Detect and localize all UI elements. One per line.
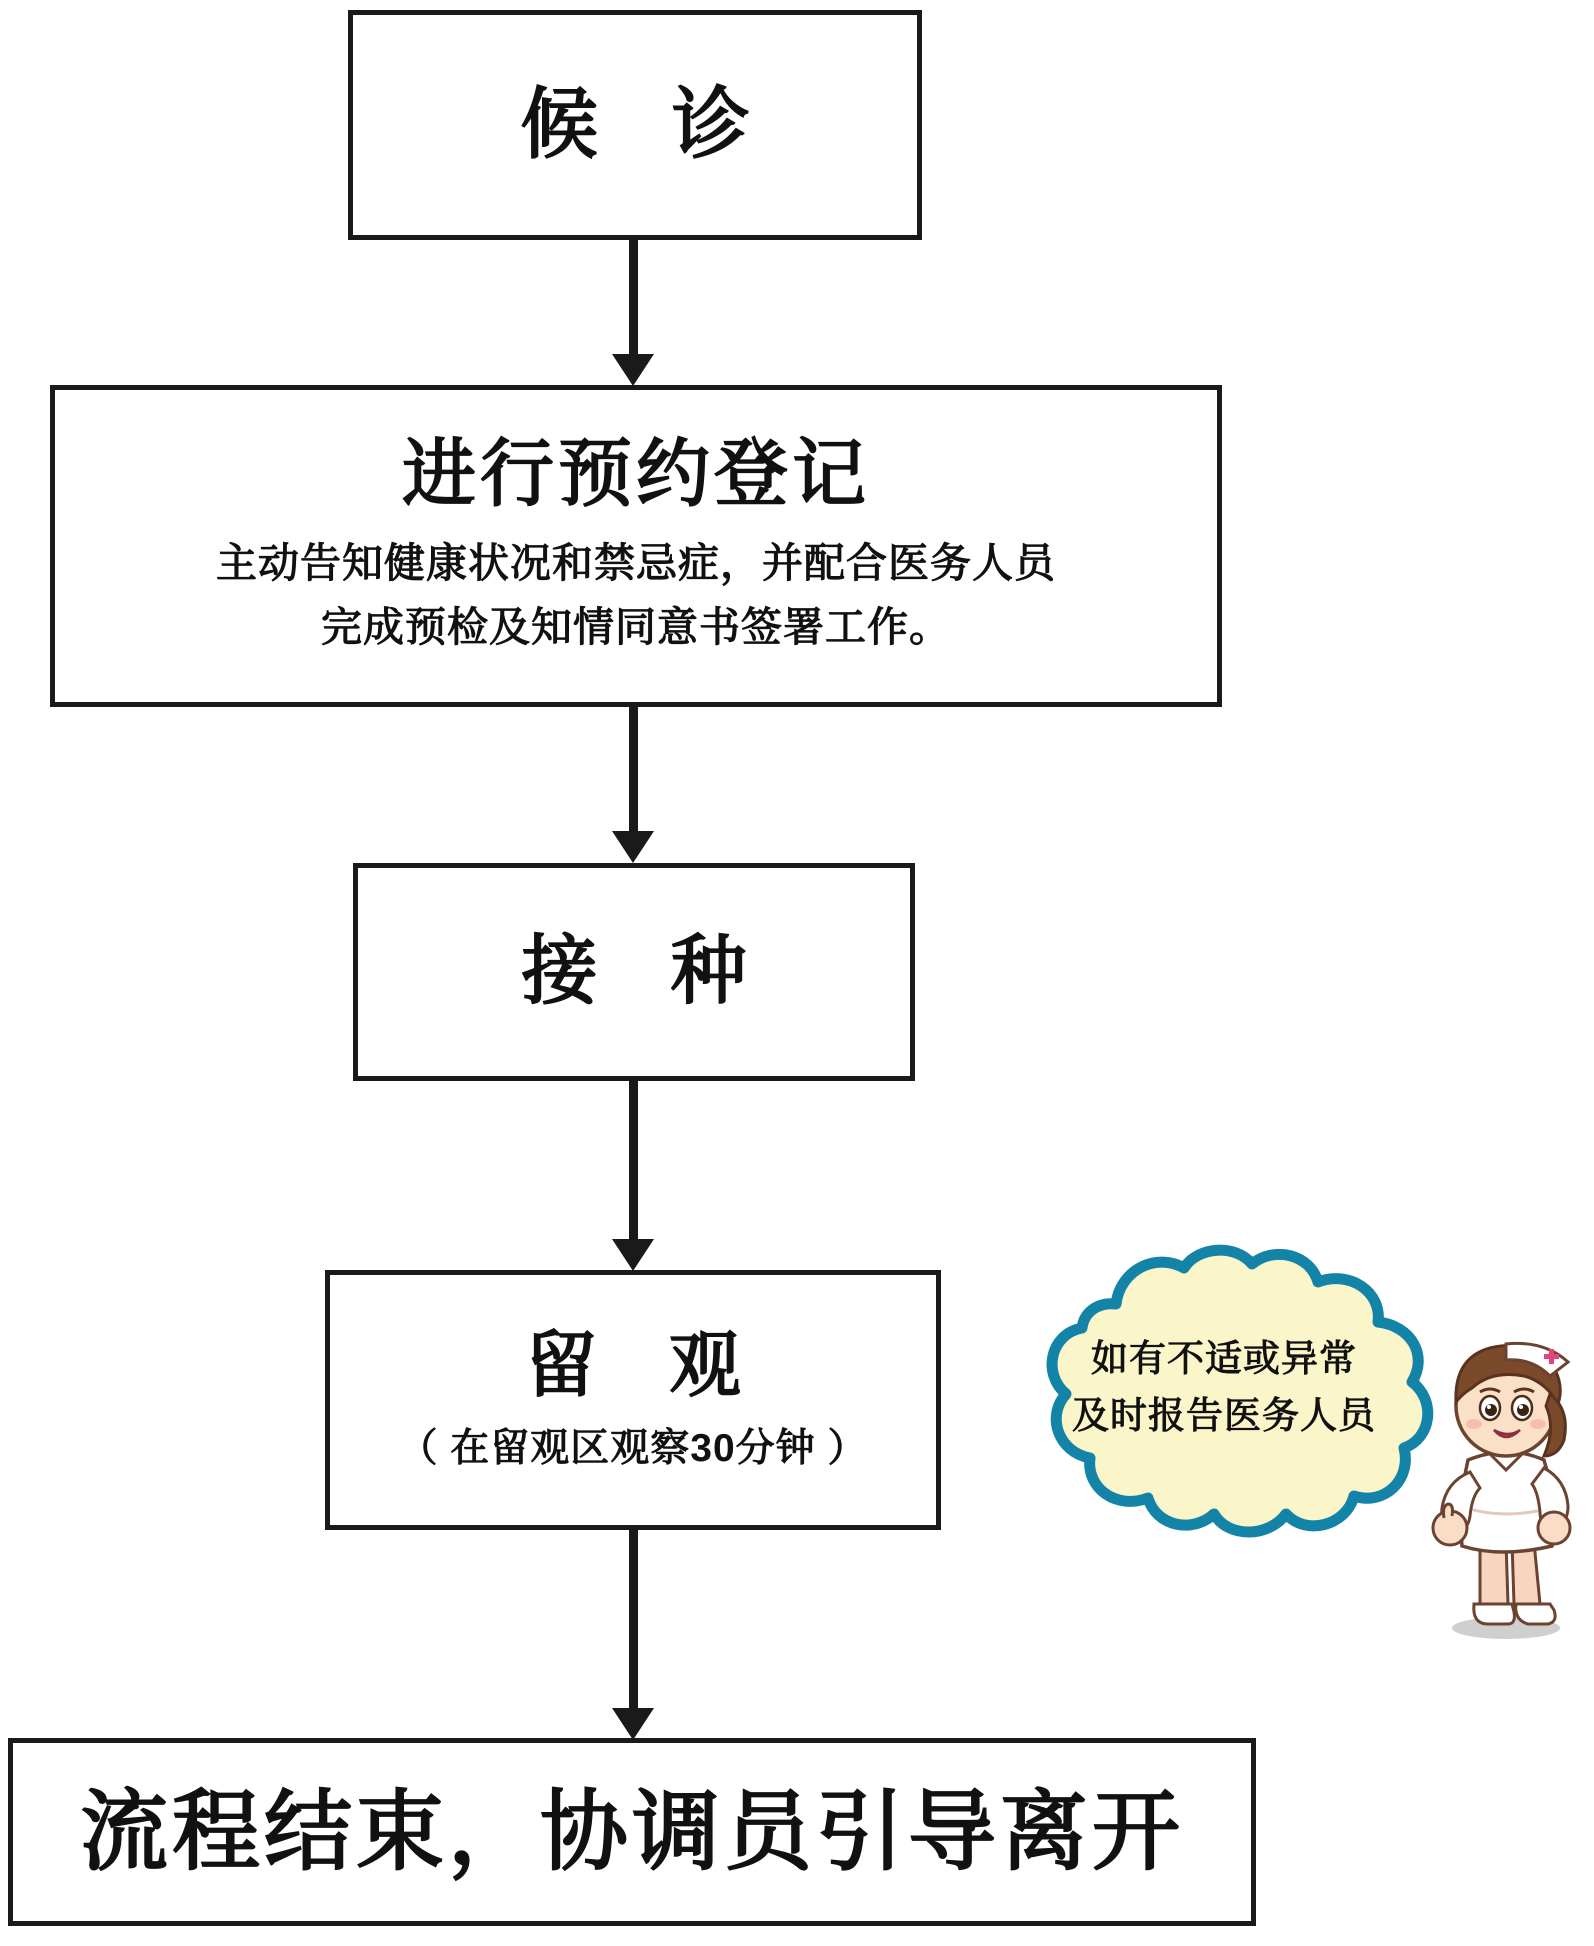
flow-node-waiting bbox=[348, 10, 922, 240]
flow-node-inject bbox=[353, 863, 915, 1081]
arrowhead-down-icon bbox=[612, 1239, 654, 1271]
flow-node-end bbox=[8, 1738, 1256, 1926]
flow-node-observe bbox=[325, 1270, 941, 1530]
flow-node-end-title: 流程结束，协调员引导离开 bbox=[79, 1781, 1184, 1881]
arrowhead-down-icon bbox=[612, 831, 654, 863]
flow-node-observe-subtitle: （ 在留观区观察30分钟 ） bbox=[398, 1426, 868, 1470]
arrow-inject-to-observe bbox=[629, 1081, 638, 1241]
arrowhead-down-icon bbox=[612, 354, 654, 386]
arrowhead-down-icon bbox=[612, 1708, 654, 1740]
cloud-callout bbox=[988, 1242, 1458, 1562]
flow-node-register-subtitle-line-1: 主动告知健康状况和禁忌症，并配合医务人员 bbox=[216, 540, 1056, 587]
flow-node-register bbox=[50, 385, 1222, 707]
flow-node-observe-title: 留 观 bbox=[524, 1326, 767, 1407]
flow-node-register-subtitle-line-2: 完成预检及知情同意书签署工作。 bbox=[321, 603, 951, 650]
flow-node-register-title: 进行预约登记 bbox=[402, 431, 870, 515]
cloud-callout-text bbox=[1038, 1330, 1410, 1445]
arrow-observe-to-end bbox=[629, 1530, 638, 1710]
arrow-waiting-to-register bbox=[629, 240, 638, 356]
flow-node-inject-title: 接 种 bbox=[521, 929, 773, 1015]
cloud-callout-line-1: 如有不适或异常 bbox=[1091, 1338, 1357, 1379]
arrow-register-to-inject bbox=[629, 707, 638, 833]
cloud-callout-line-2: 及时报告医务人员 bbox=[1072, 1395, 1376, 1437]
flow-node-waiting-title: 候 诊 bbox=[520, 80, 776, 169]
nurse-character-icon bbox=[1428, 1332, 1588, 1642]
